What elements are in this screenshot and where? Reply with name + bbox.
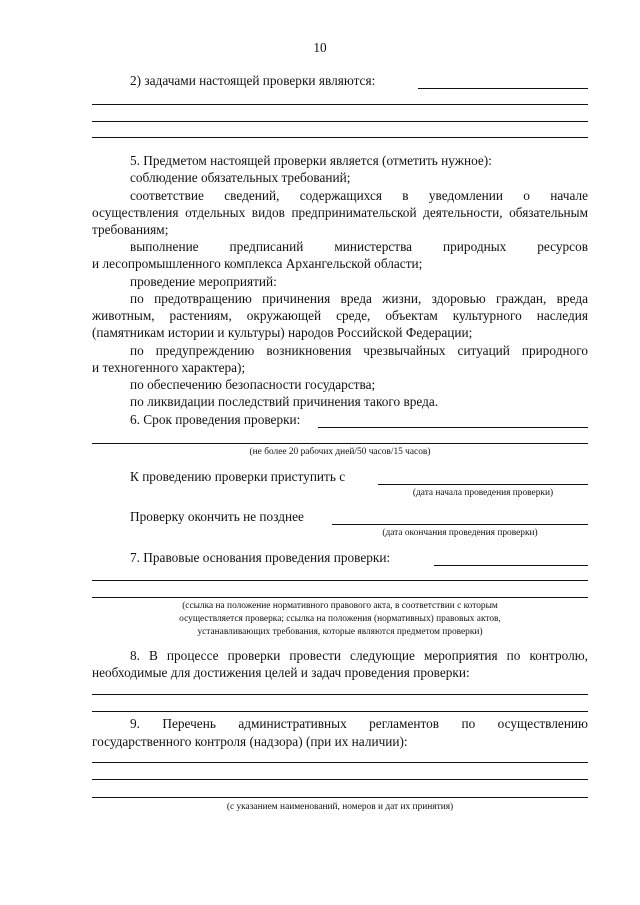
item7-line-2 xyxy=(92,597,588,598)
item5-sub-2-line-1: по предупреждению возникновения чрезвычайных ситуаций природного xyxy=(130,343,588,358)
item2-fill-line xyxy=(418,88,588,89)
item8-text-line-1: 8. В процессе проверки провести следующие мероприятия по контролю, xyxy=(130,648,588,663)
item9-text-line-1: 9. Перечень административных регламентов по осуществлению xyxy=(130,716,588,731)
item6-fill-line xyxy=(318,427,588,428)
item5-option-3-line-2: и лесопромышленного комплекса Архангельской области; xyxy=(92,256,423,271)
item2-line-3 xyxy=(92,137,588,138)
item9-text-line-2: государственного контроля (надзора) (при их наличии): xyxy=(92,734,408,749)
item5-heading: 5. Предметом настоящей проверки является (отметить нужное): xyxy=(130,153,492,168)
item5-sub-1-line-3: (памятникам истории и культуры) народов Российской Федерации; xyxy=(92,325,473,340)
item5-sub-2-line-2: и техногенного характера); xyxy=(92,360,246,375)
item7-caption-line-1: (ссылка на положение нормативного правового акта, в соответствии с которым xyxy=(182,601,498,611)
item2-line-1 xyxy=(92,104,588,105)
item8-line-1 xyxy=(92,694,588,695)
start-date-caption: (дата начала проведения проверки) xyxy=(412,488,554,498)
item9-line-3 xyxy=(92,797,588,798)
start-date-text: К проведению проверки приступить с xyxy=(130,469,346,484)
end-date-caption: (дата окончания проведения проверки) xyxy=(382,528,538,538)
item5-option-2-line-2: осуществления отдельных видов предпринимательской деятельности, обязательным xyxy=(92,205,588,220)
item9-line-2 xyxy=(92,779,588,780)
page-number: 10 xyxy=(313,40,327,55)
item5-option-3-line-1: выполнение предписаний министерства природных ресурсов xyxy=(130,239,588,254)
item7-text: 7. Правовые основания проведения проверки: xyxy=(130,550,391,565)
end-date-text: Проверку окончить не позднее xyxy=(130,509,304,524)
item8-line-2 xyxy=(92,711,588,712)
item5-option-2-line-3: требованиям; xyxy=(92,222,169,237)
item2-line-2 xyxy=(92,121,588,122)
item7-caption-line-3: устанавливающих требования, которые являются предметом проверки) xyxy=(197,627,483,637)
item5-sub-1-line-1: по предотвращению причинения вреда жизни, здоровью граждан, вреда xyxy=(130,291,588,306)
start-date-line xyxy=(378,484,588,485)
item5-option-2-line-1: соответствие сведений, содержащихся в уведомлении о начале xyxy=(130,188,588,203)
item2-text: 2) задачами настоящей проверки являются: xyxy=(130,73,376,88)
item5-option-4: проведение мероприятий: xyxy=(130,274,277,289)
item7-line-1 xyxy=(92,580,588,581)
item6-line-1 xyxy=(92,443,588,444)
item5-sub-4: по ликвидации последствий причинения такого вреда. xyxy=(130,394,439,409)
item5-sub-1-line-2: животным, растениям, окружающей среде, объектам культурного наследия xyxy=(92,308,588,323)
item9-caption: (с указанием наименований, номеров и дат их принятия) xyxy=(226,802,454,812)
item5-sub-3: по обеспечению безопасности государства; xyxy=(130,377,376,392)
item7-caption-line-2: осуществляется проверка; ссылка на положения (нормативных) правовых актов, xyxy=(179,614,501,624)
item6-text: 6. Срок проведения проверки: xyxy=(130,412,301,427)
item6-caption: (не более 20 рабочих дней/50 часов/15 часов) xyxy=(249,447,431,457)
end-date-line xyxy=(332,524,588,525)
item7-fill-line xyxy=(434,565,588,566)
item9-line-1 xyxy=(92,762,588,763)
item5-option-1: соблюдение обязательных требований; xyxy=(130,170,351,185)
item8-text-line-2: необходимые для достижения целей и задач проведения проверки: xyxy=(92,665,470,680)
